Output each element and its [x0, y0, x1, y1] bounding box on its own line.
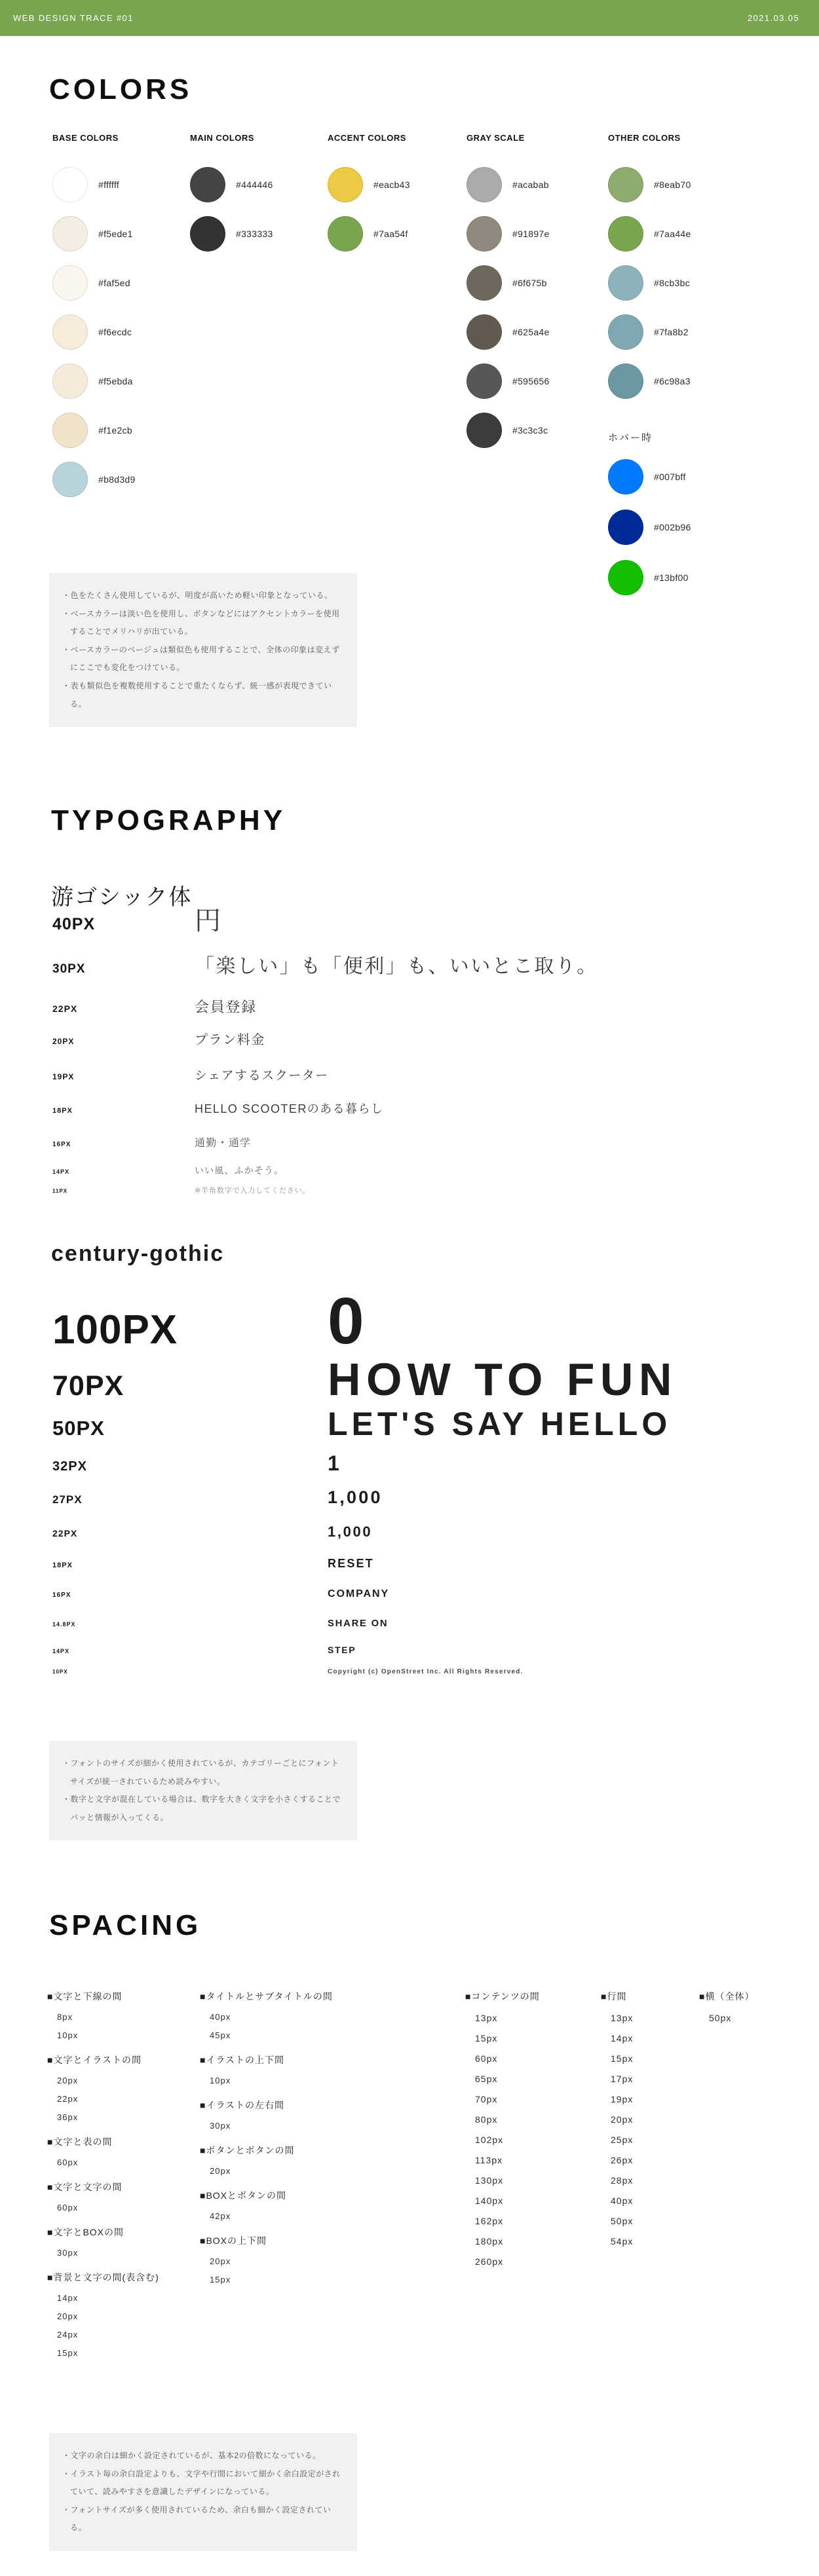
swatch-circle	[328, 167, 363, 202]
swatch-list	[52, 160, 136, 504]
type-specimen-row	[52, 1284, 372, 1358]
spacing-value: 15px	[57, 2348, 79, 2358]
type-sample-text: 円	[195, 906, 223, 935]
type-size-label: 30PX	[52, 962, 86, 976]
swatch-hex-label: #7aa54f	[373, 228, 408, 239]
spacing-group-label: ■文字とBOXの間	[47, 2227, 124, 2237]
swatch-hex-label: #acabab	[512, 179, 549, 190]
spacing-group	[200, 2053, 333, 2090]
type-specimen-row	[52, 1524, 372, 1539]
spacing-value: 20px	[611, 2114, 634, 2125]
spacing-group	[47, 2271, 159, 2362]
spacing-value-list	[200, 2008, 333, 2045]
type-size-label: 40PX	[52, 915, 96, 933]
spacing-note-line: ・フォントサイズが多く使用されているため、余白も細かく設定されている。	[62, 2505, 332, 2533]
spacing-value: 60px	[475, 2053, 498, 2064]
hover-state-label: ホバー時	[608, 432, 653, 443]
swatch-row	[467, 356, 550, 405]
swatch-row	[52, 455, 136, 504]
type-sample-text: 通勤・通学	[195, 1138, 252, 1149]
swatch-circle	[328, 216, 363, 252]
swatch-circle	[608, 560, 643, 595]
swatch-row	[52, 258, 136, 307]
type-sample-text: シェアするスクーター	[195, 1069, 329, 1083]
swatch-row	[52, 356, 136, 405]
spacing-group	[465, 1990, 540, 2272]
font-family-name: century-gothic	[51, 1241, 225, 1266]
type-sample-text: ※半角数字で入力してください。	[195, 1187, 311, 1195]
spacing-value-list	[200, 2162, 333, 2180]
spacing-value: 14px	[611, 2033, 634, 2044]
spacing-value: 14px	[57, 2293, 79, 2303]
spacing-value: 10px	[57, 2030, 79, 2040]
type-size-label: 22PX	[52, 1003, 78, 1014]
swatch-circle	[608, 364, 643, 399]
spacing-value: 40px	[210, 2012, 231, 2022]
spacing-value: 22px	[57, 2094, 79, 2104]
spacing-value: 70px	[475, 2094, 498, 2104]
type-specimen-row	[52, 1034, 265, 1047]
spacing-group-label: ■横（全体）	[699, 1991, 755, 2002]
colors-note-line: ・ベースカラーは淡い色を使用し、ボタンなどにはアクセントカラーを使用することでメリハリが出ている。	[62, 608, 340, 637]
swatch-hex-label: #b8d3d9	[98, 474, 136, 485]
spacing-value: 13px	[611, 2013, 634, 2023]
spacing-value-list	[47, 2072, 159, 2127]
type-sample-text: 1,000	[328, 1487, 383, 1507]
color-group-title: BASE COLORS	[52, 133, 119, 143]
spacing-group-label: ■コンテンツの間	[465, 1991, 540, 2002]
swatch-hex-label: #3c3c3c	[512, 424, 548, 436]
swatch-row	[608, 209, 691, 258]
spacing-value-list	[200, 2252, 333, 2289]
type-sample-text: 1	[328, 1451, 342, 1475]
spacing-value: 54px	[611, 2236, 634, 2247]
swatch-circle	[52, 314, 88, 350]
spacing-group	[47, 2180, 159, 2217]
swatch-hex-label: #8eab70	[654, 179, 691, 190]
type-sample-text: 0	[328, 1284, 372, 1358]
hover-swatch-list	[608, 451, 691, 603]
swatch-row	[52, 209, 136, 258]
type-sample-text: 1,000	[328, 1523, 373, 1540]
spacing-group-label: ■行間	[601, 1991, 627, 2002]
swatch-circle	[608, 459, 643, 495]
swatch-circle	[190, 216, 225, 252]
type-specimen-row	[52, 999, 257, 1015]
type-specimen-row	[52, 1488, 383, 1506]
spacing-group-label: ■文字とイラストの間	[47, 2055, 142, 2065]
typography-section-title: TYPOGRAPHY	[51, 804, 286, 836]
type-specimen-row	[52, 1138, 251, 1149]
type-size-label: 14.8PX	[52, 1621, 76, 1628]
swatch-hex-label: #8cb3bc	[654, 277, 691, 288]
swatch-hex-label: #333333	[236, 228, 273, 239]
swatch-hex-label: #595656	[512, 375, 550, 386]
color-group-title: MAIN COLORS	[190, 133, 254, 143]
type-size-label: 16PX	[52, 1592, 71, 1599]
swatch-hex-label: #f5ede1	[98, 228, 133, 239]
spacing-group	[200, 2144, 333, 2180]
type-size-label: 50PX	[52, 1417, 105, 1440]
color-group-base-colors	[52, 133, 136, 504]
type-specimen-row	[52, 1070, 329, 1083]
swatch-hex-label: #002b96	[654, 521, 691, 532]
spacing-value: 13px	[475, 2013, 498, 2023]
swatch-row	[608, 552, 691, 603]
type-specimen-row	[52, 1356, 677, 1404]
colors-note-line: ・ベースカラーのベージュは類似色も使用することで、全体の印象は変えずにここでも変化をつけている。	[62, 644, 340, 673]
swatch-hex-label: #f5ebda	[98, 375, 133, 386]
swatch-row	[608, 160, 691, 209]
type-size-label: 16PX	[52, 1141, 71, 1148]
spacing-value: 65px	[475, 2074, 498, 2084]
swatch-row	[328, 160, 410, 209]
swatch-hex-label: #eacb43	[373, 179, 410, 190]
color-group-title: ACCENT COLORS	[328, 133, 406, 143]
swatch-hex-label: #6c98a3	[654, 375, 691, 386]
colors-note-line: ・色をたくさん使用しているが、明度が高いため軽い印象となっている。	[62, 591, 333, 600]
swatch-list	[190, 160, 273, 258]
spacing-value: 45px	[210, 2030, 231, 2040]
swatch-circle	[608, 216, 643, 252]
swatch-circle	[52, 462, 88, 497]
typography-note-line: ・フォントのサイズが細かく使用されているが、カテゴリーごとにフォントサイズが統一されているため読みやすい。	[62, 1759, 339, 1786]
spacing-group-label: ■BOXの上下間	[200, 2235, 267, 2246]
spacing-column	[200, 1990, 333, 2298]
spacing-column	[47, 1990, 159, 2371]
swatch-hex-label: #444446	[236, 179, 273, 190]
header-date: 2021.03.05	[747, 13, 799, 23]
spacing-value: 15px	[210, 2275, 231, 2285]
swatch-hex-label: #faf5ed	[98, 277, 130, 288]
type-sample-text: Copyright (c) OpenStreet Inc. All Rights Reserved.	[328, 1668, 524, 1675]
spacing-group	[601, 1990, 633, 2252]
type-sample-text: いい風、ふかそう。	[195, 1165, 284, 1176]
type-size-label: 32PX	[52, 1459, 87, 1474]
spacing-column	[699, 1990, 754, 2037]
spacing-value: 102px	[475, 2135, 504, 2145]
type-size-label: 10PX	[52, 1669, 68, 1675]
header-title: WEB DESIGN TRACE #01	[13, 13, 134, 23]
swatch-list	[467, 160, 550, 455]
type-specimen-row	[52, 1645, 356, 1655]
swatch-circle	[608, 167, 643, 202]
spacing-section-title: SPACING	[49, 1909, 202, 1941]
type-sample-text: STEP	[328, 1645, 356, 1655]
swatch-hex-label: #f6ecdc	[98, 326, 132, 337]
spacing-column	[601, 1990, 633, 2260]
spacing-group-label: ■イラストの上下間	[200, 2055, 285, 2065]
spacing-value: 50px	[709, 2013, 732, 2023]
spacing-value: 180px	[475, 2236, 504, 2247]
swatch-circle	[608, 314, 643, 350]
swatch-row	[608, 356, 691, 405]
type-sample-text: 会員登録	[195, 999, 257, 1015]
swatch-circle	[467, 413, 502, 448]
swatch-row	[467, 258, 550, 307]
spacing-value-list	[200, 2207, 333, 2226]
swatch-row	[467, 405, 550, 455]
type-size-label: 11PX	[52, 1188, 68, 1194]
type-specimen-row	[52, 1589, 389, 1600]
type-size-label: 100PX	[52, 1307, 178, 1353]
spacing-value-list	[47, 2154, 159, 2172]
type-specimen-row	[52, 1103, 383, 1115]
spacing-notes-box	[49, 2433, 357, 2551]
colors-section-title: COLORS	[49, 73, 193, 105]
spacing-value: 28px	[611, 2175, 634, 2186]
swatch-circle	[608, 510, 643, 545]
swatch-circle	[52, 216, 88, 252]
type-specimen-row	[52, 1669, 524, 1676]
spacing-value: 40px	[611, 2195, 634, 2206]
swatch-row	[467, 307, 550, 356]
spacing-group	[200, 2234, 333, 2289]
swatch-circle	[608, 265, 643, 301]
swatch-hex-label: #13bf00	[654, 572, 689, 583]
spacing-value-list	[47, 2199, 159, 2217]
type-size-label: 22PX	[52, 1528, 78, 1539]
type-size-label: 27PX	[52, 1493, 83, 1506]
spacing-value-list	[200, 2117, 333, 2135]
swatch-hex-label: #91897e	[512, 228, 550, 239]
type-specimen-row	[52, 956, 598, 977]
spacing-group	[47, 1990, 159, 2045]
spacing-value-list	[465, 2008, 540, 2272]
type-specimen-row	[52, 1407, 671, 1442]
spacing-group	[699, 1990, 754, 2028]
type-specimen-row	[52, 1558, 374, 1570]
type-sample-text: RESET	[328, 1557, 374, 1570]
spacing-value-list	[47, 2008, 159, 2045]
header-bar	[0, 0, 819, 36]
type-sample-text: SHARE ON	[328, 1618, 389, 1629]
spacing-value: 8px	[57, 2012, 73, 2022]
swatch-circle	[467, 265, 502, 301]
spacing-value: 80px	[475, 2114, 498, 2125]
spacing-group-label: ■イラストの左右間	[200, 2100, 285, 2110]
type-sample-text: HELLO SCOOTERのある暮らし	[195, 1102, 384, 1115]
spacing-value: 42px	[210, 2211, 231, 2221]
type-size-label: 18PX	[52, 1561, 73, 1569]
swatch-row	[190, 160, 273, 209]
font-family-name: 游ゴシック体	[51, 885, 193, 910]
spacing-value-list	[47, 2244, 159, 2262]
spacing-value-list	[601, 2008, 633, 2252]
spacing-value: 24px	[57, 2330, 79, 2340]
type-size-label: 14PX	[52, 1168, 70, 1175]
spacing-value: 36px	[57, 2112, 79, 2122]
spacing-value: 17px	[611, 2074, 634, 2084]
swatch-row	[328, 209, 410, 258]
spacing-group-label: ■タイトルとサブタイトルの間	[200, 1991, 333, 2002]
type-specimen-row	[52, 1187, 310, 1195]
swatch-hex-label: #7fa8b2	[654, 326, 689, 337]
spacing-value: 60px	[57, 2157, 79, 2167]
spacing-value: 20px	[210, 2166, 231, 2176]
spacing-note-line: ・文字の余白は細かく設定されているが、基本2の倍数になっている。	[62, 2451, 321, 2460]
spacing-note-line: ・イラスト毎の余白設定よりも、文字や行間において細かく余白設定がされていて、読みやすさを意識したデザインになっている。	[62, 2469, 341, 2497]
spacing-value: 50px	[611, 2216, 634, 2226]
spacing-value: 26px	[611, 2155, 634, 2165]
swatch-circle	[467, 216, 502, 252]
swatch-circle	[467, 364, 502, 399]
colors-notes-box	[49, 573, 357, 727]
swatch-hex-label: #007bff	[654, 471, 686, 482]
type-sample-text: 「楽しい」も「便利」も、いいとこ取り。	[195, 956, 598, 977]
type-specimen-row	[52, 1619, 388, 1630]
swatch-row	[608, 307, 691, 356]
spacing-value: 113px	[475, 2155, 503, 2165]
spacing-group-label: ■文字と文字の間	[47, 2182, 123, 2192]
colors-note-line: ・表も類似色を複数使用することで重たくならず、統一感が表現できている。	[62, 681, 332, 709]
swatch-circle	[467, 314, 502, 350]
spacing-group	[47, 2135, 159, 2172]
type-specimen-row	[52, 1166, 284, 1176]
swatch-row	[52, 307, 136, 356]
swatch-row	[467, 160, 550, 209]
swatch-row	[467, 209, 550, 258]
swatch-hex-label: #ffffff	[98, 179, 119, 190]
type-sample-text: HOW TO FUN	[328, 1354, 677, 1405]
spacing-value: 140px	[475, 2195, 504, 2206]
swatch-list	[608, 160, 691, 405]
spacing-value: 30px	[210, 2121, 231, 2131]
spacing-group-label: ■ボタンとボタンの間	[200, 2145, 295, 2156]
typography-notes-box	[49, 1741, 357, 1840]
spacing-value: 10px	[210, 2076, 231, 2085]
spacing-value: 15px	[611, 2053, 634, 2064]
spacing-group-label: ■文字と下線の間	[47, 1991, 123, 2002]
spacing-value: 20px	[57, 2076, 79, 2085]
swatch-hex-label: #f1e2cb	[98, 424, 132, 436]
color-group-other-colors	[608, 133, 691, 603]
spacing-group	[47, 2053, 159, 2127]
spacing-group	[200, 2099, 333, 2135]
spacing-value-list	[200, 2072, 333, 2090]
spacing-group	[200, 1990, 333, 2045]
type-size-label: 70PX	[52, 1370, 124, 1402]
color-group-title: OTHER COLORS	[608, 133, 681, 143]
spacing-group	[200, 2189, 333, 2226]
swatch-circle	[52, 413, 88, 448]
swatch-row	[608, 451, 691, 502]
spacing-value-list	[47, 2289, 159, 2362]
spacing-group-label: ■BOXとボタンの間	[200, 2190, 287, 2201]
spacing-value-list	[699, 2008, 754, 2028]
typography-note-line: ・数字と文字が混在している場合は、数字を大きく文字を小さくすることでパッと情報が入ってくる。	[62, 1795, 341, 1822]
spacing-value: 60px	[57, 2203, 79, 2212]
spacing-value: 15px	[475, 2033, 498, 2044]
spacing-value: 20px	[57, 2311, 79, 2321]
color-group-accent-colors	[328, 133, 410, 258]
spacing-value: 260px	[475, 2256, 504, 2267]
type-size-label: 14PX	[52, 1648, 70, 1654]
type-sample-text: COMPANY	[328, 1588, 390, 1599]
type-size-label: 20PX	[52, 1037, 75, 1046]
type-size-label: 19PX	[52, 1072, 75, 1081]
spacing-column	[465, 1990, 540, 2281]
swatch-row	[608, 258, 691, 307]
type-size-label: 18PX	[52, 1107, 73, 1115]
swatch-list	[328, 160, 410, 258]
swatch-circle	[190, 167, 225, 202]
swatch-row	[52, 160, 136, 209]
swatch-circle	[52, 265, 88, 301]
swatch-hex-label: #7aa44e	[654, 228, 691, 239]
color-group-gray-scale	[467, 133, 550, 455]
spacing-group	[47, 2226, 159, 2262]
swatch-circle	[52, 167, 88, 202]
swatch-row	[190, 209, 273, 258]
swatch-row	[608, 502, 691, 552]
color-group-title: GRAY SCALE	[467, 133, 525, 143]
spacing-value: 20px	[210, 2256, 231, 2266]
spacing-value: 130px	[475, 2175, 504, 2186]
swatch-hex-label: #625a4e	[512, 326, 550, 337]
type-specimen-row	[52, 907, 223, 935]
swatch-row	[52, 405, 136, 455]
swatch-circle	[467, 167, 502, 202]
spacing-value: 162px	[475, 2216, 504, 2226]
spacing-value: 19px	[611, 2094, 634, 2104]
spacing-value: 30px	[57, 2248, 79, 2258]
swatch-hex-label: #6f675b	[512, 277, 547, 288]
spacing-value: 25px	[611, 2135, 634, 2145]
type-sample-text: LET'S SAY HELLO	[328, 1406, 672, 1442]
swatch-circle	[52, 364, 88, 399]
type-specimen-row	[52, 1453, 342, 1475]
color-group-main-colors	[190, 133, 273, 258]
spacing-group-label: ■背景と文字の間(表含む)	[47, 2272, 159, 2283]
spacing-group-label: ■文字と表の間	[47, 2137, 113, 2147]
type-sample-text: プラン料金	[195, 1033, 265, 1047]
